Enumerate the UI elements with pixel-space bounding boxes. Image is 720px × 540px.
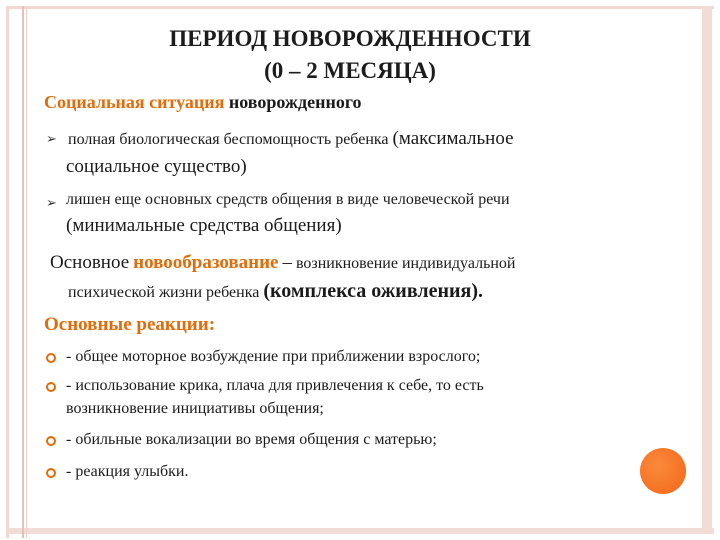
reaction-item-3: - обильные вокализации во время общения с матерью;: [66, 431, 437, 448]
reaction-item-2-continued: возникновение инициативы общения;: [66, 400, 324, 417]
circle-bullet-icon: [46, 436, 56, 446]
neo-small-1: возникновение индивидуальной: [295, 255, 516, 272]
arrow-bullet-icon: ➢: [46, 131, 57, 146]
social-item-1-small: полная биологическая беспомощность ребенка: [68, 131, 389, 148]
neo-prefix: Основное: [50, 252, 130, 273]
decorative-stripe-thin: [26, 6, 27, 538]
social-item-2-big: (минимальные средства общения): [66, 215, 342, 236]
frame-top-edge: [6, 6, 714, 9]
circle-bullet-icon: [46, 468, 56, 478]
decorative-orange-circle: [640, 448, 686, 494]
reaction-item-1: - общее моторное возбуждение при приближении взрослого;: [66, 348, 481, 365]
neo-bold: (комплекса оживления).: [263, 280, 483, 302]
frame-bottom-edge: [6, 528, 714, 534]
circle-bullet-icon: [46, 353, 56, 363]
neoformation-line: [50, 252, 516, 274]
social-item-1-big: (максимальное: [392, 128, 514, 149]
social-heading-colored: Социальная ситуация: [44, 92, 225, 112]
reaction-item-2: - использование крика, плача для привлечения к себе, то есть: [66, 377, 484, 394]
arrow-bullet-icon: ➢: [46, 195, 57, 210]
neo-small-2: психической жизни ребенка: [68, 284, 260, 301]
frame-right-edge: [702, 6, 712, 534]
reaction-item-4: - реакция улыбки.: [66, 463, 189, 480]
circle-bullet-icon: [46, 382, 56, 392]
frame-left-edge: [6, 6, 9, 538]
decorative-stripe: [22, 6, 24, 538]
social-item-1: [68, 128, 514, 150]
social-heading-rest: новорожденного: [228, 92, 362, 112]
slide-title-line1: ПЕРИОД НОВОРОЖДЕННОСТИ: [169, 26, 531, 51]
neo-colored: новообразование: [133, 252, 279, 273]
slide-title-line2: (0 – 2 МЕСЯЦА): [264, 58, 436, 83]
neoformation-line-2: [68, 280, 483, 303]
neo-dash: –: [282, 252, 292, 273]
social-situation-heading: [44, 92, 362, 113]
reactions-heading: Основные реакции:: [44, 314, 216, 335]
social-item-1-continued: социальное существо): [66, 156, 247, 177]
social-item-2-small: лишен еще основных средств общения в виде человеческой речи: [66, 191, 510, 208]
